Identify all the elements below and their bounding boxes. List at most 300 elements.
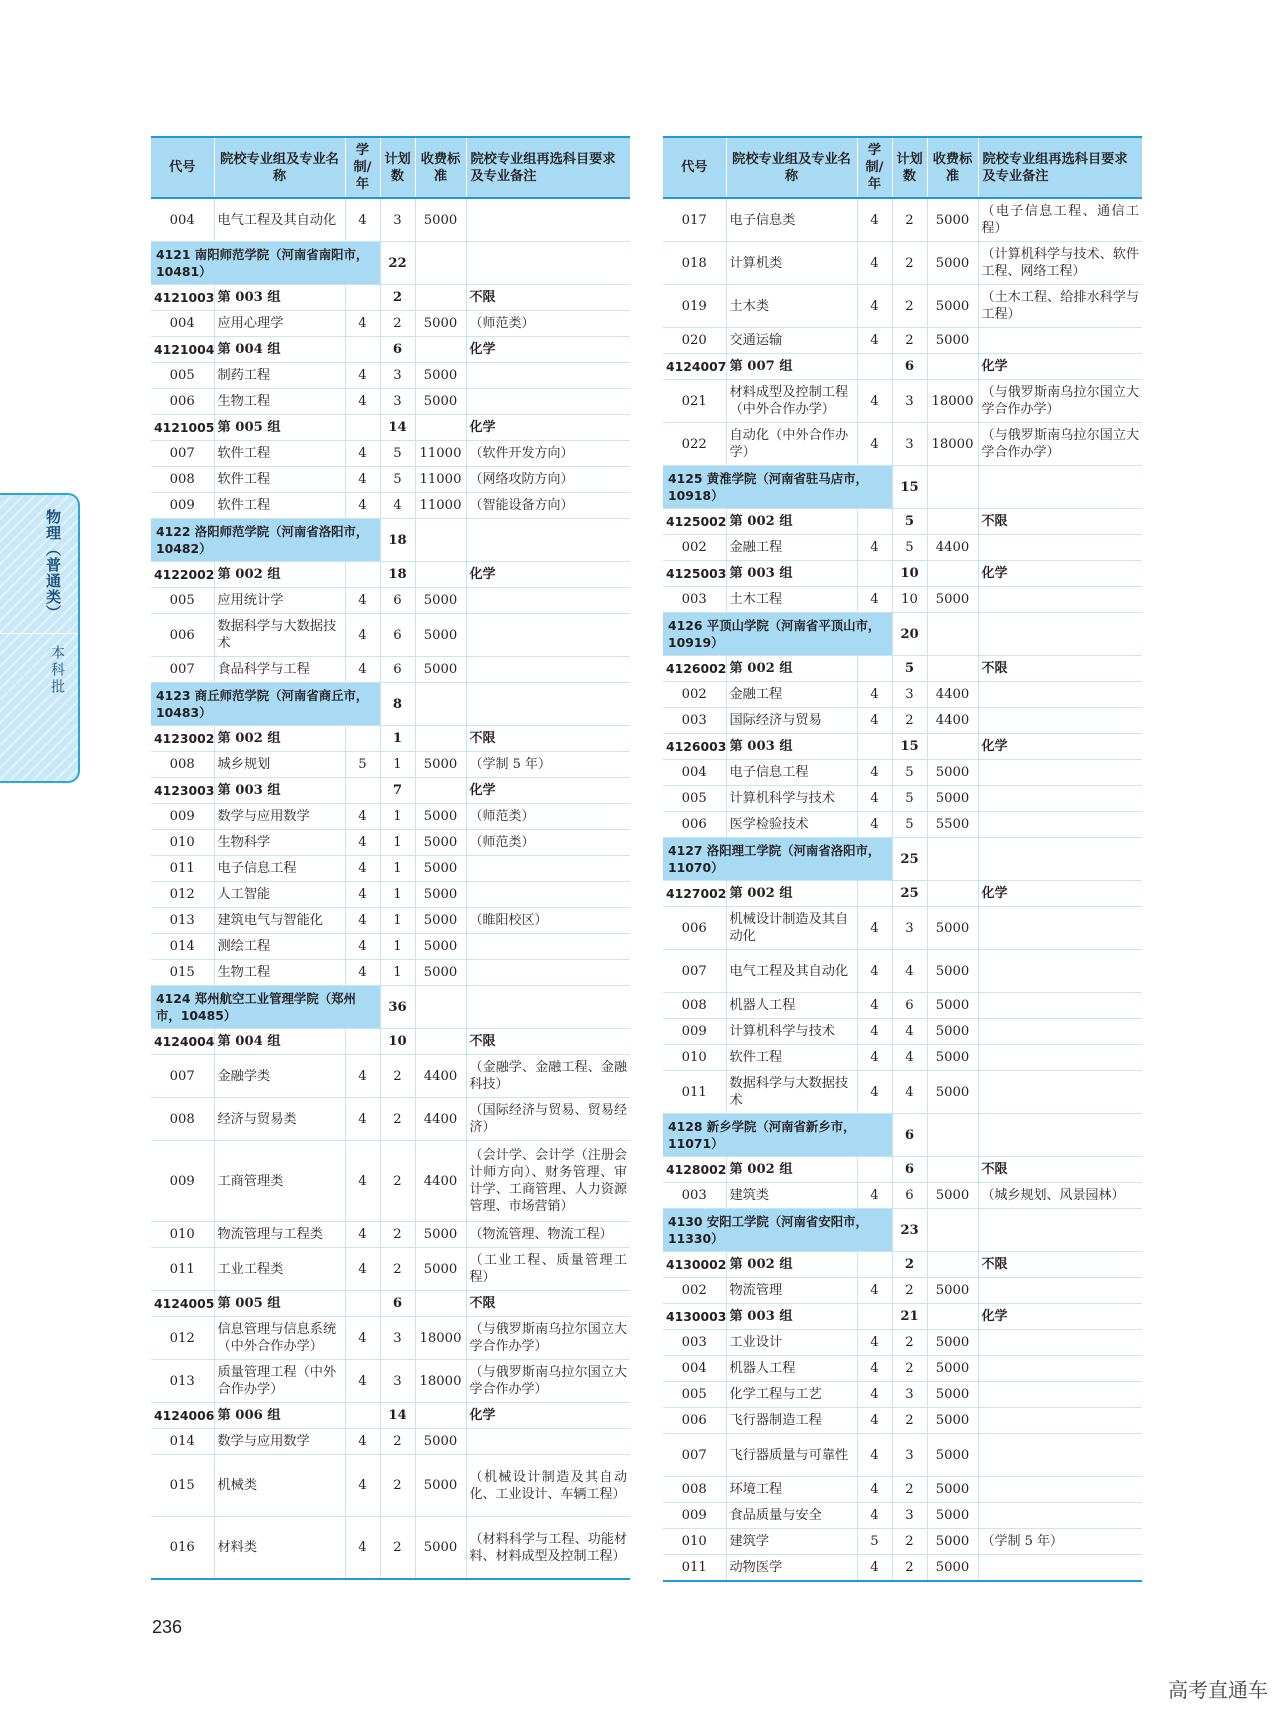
tuition-fee: 5000 — [415, 752, 466, 778]
major-note — [978, 708, 1142, 734]
major-row — [663, 1183, 1142, 1209]
major-note: （计算机科学与技术、软件工程、网络工程） — [978, 242, 1142, 285]
tuition-fee: 5000 — [415, 908, 466, 934]
major-name: 计算机科学与技术 — [726, 786, 857, 812]
admission-table-left — [151, 136, 630, 1580]
major-code: 015 — [151, 960, 214, 986]
group-name: 第 003 组 — [726, 561, 857, 587]
major-row — [663, 1330, 1142, 1356]
plan-count: 18 — [380, 519, 415, 562]
years-cell — [857, 354, 892, 380]
header-code: 代号 — [663, 137, 726, 198]
group-code: 4125002 — [663, 509, 726, 535]
major-note — [978, 1278, 1142, 1304]
plan-count: 2 — [380, 1429, 415, 1455]
tuition-fee: 4400 — [927, 708, 978, 734]
study-years: 4 — [345, 804, 380, 830]
study-years: 4 — [345, 389, 380, 415]
major-note: （与俄罗斯南乌拉尔国立大学合作办学） — [466, 1317, 630, 1360]
major-code: 013 — [151, 1360, 214, 1403]
study-years: 4 — [857, 760, 892, 786]
plan-count: 2 — [892, 242, 927, 285]
major-name: 国际经济与贸易 — [726, 708, 857, 734]
major-row — [663, 423, 1142, 466]
group-name: 第 005 组 — [214, 415, 345, 441]
subject-requirement: 化学 — [466, 415, 630, 441]
plan-count: 2 — [892, 1529, 927, 1555]
major-row — [151, 960, 630, 986]
header-code: 代号 — [151, 137, 214, 198]
major-name: 土木工程 — [726, 587, 857, 613]
tuition-fee: 5000 — [927, 993, 978, 1019]
years-cell — [857, 1157, 892, 1183]
study-years: 4 — [345, 1317, 380, 1360]
plan-count: 6 — [380, 1291, 415, 1317]
major-note — [978, 1382, 1142, 1408]
major-code: 008 — [663, 993, 726, 1019]
institution-name: 4127 洛阳理工学院（河南省洛阳市，11070） — [663, 838, 892, 881]
institution-row — [151, 519, 630, 562]
major-row — [151, 1055, 630, 1098]
major-note — [466, 960, 630, 986]
header-years: 学制/年 — [857, 137, 892, 198]
major-note: （会计学、会计学（注册会计师方向）、财务管理、审计学、工商管理、人力资源管理、市场营销） — [466, 1141, 630, 1222]
tuition-fee: 18000 — [927, 423, 978, 466]
years-cell — [857, 881, 892, 907]
major-name: 金融学类 — [214, 1055, 345, 1098]
major-code: 012 — [151, 882, 214, 908]
study-years: 4 — [857, 198, 892, 242]
major-note: （国际经济与贸易、贸易经济） — [466, 1098, 630, 1141]
study-years: 4 — [345, 1098, 380, 1141]
study-years: 4 — [345, 882, 380, 908]
major-note — [978, 786, 1142, 812]
fee-cell — [415, 562, 466, 588]
plan-count: 4 — [892, 950, 927, 993]
fee-cell — [415, 519, 466, 562]
major-note: （网络攻防方向） — [466, 467, 630, 493]
plan-count: 6 — [380, 337, 415, 363]
major-row — [663, 198, 1142, 242]
major-row — [663, 708, 1142, 734]
subject-requirement: 不限 — [978, 1252, 1142, 1278]
study-years: 4 — [857, 1382, 892, 1408]
group-name: 第 004 组 — [214, 1029, 345, 1055]
requirement-cell — [978, 1209, 1142, 1252]
plan-count: 2 — [892, 328, 927, 354]
tuition-fee: 5000 — [927, 950, 978, 993]
tuition-fee: 5000 — [415, 311, 466, 337]
major-code: 007 — [151, 657, 214, 683]
tuition-fee: 5000 — [415, 804, 466, 830]
tuition-fee: 5000 — [415, 856, 466, 882]
major-name: 建筑类 — [726, 1183, 857, 1209]
tuition-fee: 5000 — [415, 363, 466, 389]
plan-count: 3 — [380, 1360, 415, 1403]
major-note — [978, 328, 1142, 354]
major-code: 005 — [151, 363, 214, 389]
study-years: 4 — [857, 380, 892, 423]
major-code: 015 — [151, 1455, 214, 1517]
plan-count: 3 — [892, 907, 927, 950]
plan-count: 10 — [892, 561, 927, 587]
institution-row — [151, 683, 630, 726]
admission-table-right — [663, 136, 1142, 1582]
major-note — [466, 1429, 630, 1455]
tuition-fee: 5000 — [415, 1455, 466, 1517]
study-years: 4 — [857, 1503, 892, 1529]
fee-cell — [415, 285, 466, 311]
major-row — [663, 1555, 1142, 1582]
major-code: 006 — [663, 812, 726, 838]
tuition-fee: 4400 — [415, 1055, 466, 1098]
group-code: 4124006 — [151, 1403, 214, 1429]
major-note: （与俄罗斯南乌拉尔国立大学合作办学） — [466, 1360, 630, 1403]
major-code: 005 — [151, 588, 214, 614]
group-code: 4123002 — [151, 726, 214, 752]
major-row — [663, 1434, 1142, 1477]
major-code: 011 — [151, 1248, 214, 1291]
plan-count: 1 — [380, 934, 415, 960]
major-code: 019 — [663, 285, 726, 328]
study-years: 4 — [345, 1429, 380, 1455]
fee-cell — [927, 466, 978, 509]
plan-count: 1 — [380, 752, 415, 778]
study-years: 4 — [345, 1141, 380, 1222]
group-code: 4128002 — [663, 1157, 726, 1183]
major-note: （与俄罗斯南乌拉尔国立大学合作办学） — [978, 423, 1142, 466]
fee-cell — [415, 415, 466, 441]
major-name: 电子信息工程 — [726, 760, 857, 786]
subject-requirement: 化学 — [466, 1403, 630, 1429]
study-years: 4 — [345, 934, 380, 960]
major-name: 电气工程及其自动化 — [726, 950, 857, 993]
major-row — [151, 441, 630, 467]
fee-cell — [927, 734, 978, 760]
years-cell — [857, 561, 892, 587]
major-row — [663, 242, 1142, 285]
years-cell — [857, 656, 892, 682]
study-years: 4 — [857, 1278, 892, 1304]
major-code: 014 — [151, 1429, 214, 1455]
institution-name: 4128 新乡学院（河南省新乡市，11071） — [663, 1114, 892, 1157]
group-row — [663, 1157, 1142, 1183]
institution-row — [663, 466, 1142, 509]
group-row — [663, 354, 1142, 380]
study-years: 4 — [345, 908, 380, 934]
group-code: 4130003 — [663, 1304, 726, 1330]
major-note — [978, 682, 1142, 708]
plan-count: 5 — [892, 786, 927, 812]
tuition-fee: 5000 — [927, 1408, 978, 1434]
major-name: 工商管理类 — [214, 1141, 345, 1222]
study-years: 4 — [857, 535, 892, 561]
major-note — [978, 535, 1142, 561]
major-code: 013 — [151, 908, 214, 934]
tuition-fee: 4400 — [415, 1098, 466, 1141]
tuition-fee: 5000 — [927, 1356, 978, 1382]
group-name: 第 007 组 — [726, 354, 857, 380]
major-row — [151, 908, 630, 934]
major-note: （学制 5 年） — [978, 1529, 1142, 1555]
plan-count: 8 — [380, 683, 415, 726]
plan-count: 1 — [380, 830, 415, 856]
plan-count: 2 — [892, 1330, 927, 1356]
plan-count: 2 — [380, 1517, 415, 1580]
tuition-fee: 5000 — [415, 198, 466, 242]
tuition-fee: 5000 — [927, 1477, 978, 1503]
group-name: 第 006 组 — [214, 1403, 345, 1429]
plan-count: 4 — [892, 1045, 927, 1071]
study-years: 4 — [345, 1222, 380, 1248]
major-name: 软件工程 — [214, 441, 345, 467]
major-note — [978, 587, 1142, 613]
study-years: 4 — [857, 1045, 892, 1071]
major-code: 005 — [663, 1382, 726, 1408]
major-row — [151, 830, 630, 856]
plan-count: 3 — [892, 1434, 927, 1477]
study-years: 4 — [857, 587, 892, 613]
header-fee: 收费标准 — [415, 137, 466, 198]
major-name: 制药工程 — [214, 363, 345, 389]
major-row — [151, 493, 630, 519]
plan-count: 20 — [892, 613, 927, 656]
subject-requirement: 不限 — [978, 1157, 1142, 1183]
major-note — [978, 1071, 1142, 1114]
major-name: 数学与应用数学 — [214, 1429, 345, 1455]
institution-name: 4123 商丘师范学院（河南省商丘市，10483） — [151, 683, 380, 726]
plan-count: 2 — [892, 1356, 927, 1382]
major-row — [663, 1019, 1142, 1045]
group-row — [663, 881, 1142, 907]
study-years: 4 — [345, 830, 380, 856]
study-years: 4 — [857, 1071, 892, 1114]
major-name: 计算机科学与技术 — [726, 1019, 857, 1045]
plan-count: 23 — [892, 1209, 927, 1252]
tuition-fee: 5500 — [927, 812, 978, 838]
major-row — [151, 1222, 630, 1248]
study-years: 5 — [345, 752, 380, 778]
years-cell — [345, 1029, 380, 1055]
fee-cell — [927, 354, 978, 380]
major-code: 009 — [151, 1141, 214, 1222]
major-note — [978, 993, 1142, 1019]
plan-count: 15 — [892, 734, 927, 760]
major-name: 物流管理 — [726, 1278, 857, 1304]
major-note — [466, 856, 630, 882]
major-code: 003 — [663, 1183, 726, 1209]
study-years: 4 — [345, 198, 380, 242]
fee-cell — [415, 778, 466, 804]
major-row — [663, 682, 1142, 708]
major-name: 机器人工程 — [726, 993, 857, 1019]
subject-requirement: 不限 — [466, 1029, 630, 1055]
plan-count: 5 — [380, 441, 415, 467]
tuition-fee: 5000 — [927, 587, 978, 613]
major-name: 软件工程 — [214, 467, 345, 493]
major-code: 005 — [663, 786, 726, 812]
fee-cell — [927, 1157, 978, 1183]
requirement-cell — [978, 466, 1142, 509]
major-name: 城乡规划 — [214, 752, 345, 778]
study-years: 4 — [857, 1434, 892, 1477]
major-row — [151, 1429, 630, 1455]
major-note: （智能设备方向） — [466, 493, 630, 519]
major-name: 机器人工程 — [726, 1356, 857, 1382]
major-note — [978, 950, 1142, 993]
left-table-body — [151, 198, 630, 1579]
major-row — [151, 856, 630, 882]
group-row — [663, 734, 1142, 760]
institution-row — [663, 613, 1142, 656]
fee-cell — [927, 561, 978, 587]
major-name: 材料类 — [214, 1517, 345, 1580]
tuition-fee: 4400 — [927, 535, 978, 561]
tuition-fee: 11000 — [415, 493, 466, 519]
study-years: 4 — [857, 786, 892, 812]
major-code: 009 — [663, 1503, 726, 1529]
major-name: 建筑电气与智能化 — [214, 908, 345, 934]
tuition-fee: 5000 — [927, 1555, 978, 1582]
tuition-fee: 5000 — [415, 1517, 466, 1580]
plan-count: 1 — [380, 960, 415, 986]
major-code: 021 — [663, 380, 726, 423]
major-note: （学制 5 年） — [466, 752, 630, 778]
major-code: 017 — [663, 198, 726, 242]
plan-count: 21 — [892, 1304, 927, 1330]
major-code: 009 — [663, 1019, 726, 1045]
fee-cell — [927, 509, 978, 535]
group-row — [151, 285, 630, 311]
left-column — [151, 136, 630, 1580]
major-name: 生物工程 — [214, 960, 345, 986]
plan-count: 2 — [380, 1248, 415, 1291]
major-name: 信息管理与信息系统（中外合作办学） — [214, 1317, 345, 1360]
major-note — [978, 1477, 1142, 1503]
major-name: 机械类 — [214, 1455, 345, 1517]
tuition-fee: 5000 — [927, 1382, 978, 1408]
major-row — [151, 934, 630, 960]
study-years: 4 — [345, 363, 380, 389]
years-cell — [345, 337, 380, 363]
major-code: 011 — [663, 1071, 726, 1114]
requirement-cell — [466, 519, 630, 562]
major-note: （睢阳校区） — [466, 908, 630, 934]
major-note: （材料科学与工程、功能材料、材料成型及控制工程） — [466, 1517, 630, 1580]
group-row — [151, 562, 630, 588]
major-row — [151, 363, 630, 389]
group-code: 4121004 — [151, 337, 214, 363]
plan-count: 14 — [380, 415, 415, 441]
fee-cell — [927, 1252, 978, 1278]
group-name: 第 002 组 — [726, 656, 857, 682]
study-years: 4 — [857, 1408, 892, 1434]
plan-count: 5 — [892, 535, 927, 561]
major-name: 机械设计制造及其自动化 — [726, 907, 857, 950]
plan-count: 5 — [892, 509, 927, 535]
major-code: 014 — [151, 934, 214, 960]
major-note: （土木工程、给排水科学与工程） — [978, 285, 1142, 328]
tuition-fee: 5000 — [927, 242, 978, 285]
right-table-body — [663, 198, 1142, 1581]
right-column — [663, 136, 1142, 1582]
plan-count: 10 — [380, 1029, 415, 1055]
group-code: 4124004 — [151, 1029, 214, 1055]
header-name: 院校专业组及专业名称 — [214, 137, 345, 198]
plan-count: 6 — [892, 993, 927, 1019]
tuition-fee: 5000 — [415, 830, 466, 856]
group-code: 4122002 — [151, 562, 214, 588]
group-name: 第 003 组 — [214, 285, 345, 311]
major-row — [151, 752, 630, 778]
subject-requirement: 不限 — [978, 656, 1142, 682]
major-code: 007 — [663, 950, 726, 993]
major-name: 应用心理学 — [214, 311, 345, 337]
study-years: 4 — [857, 1183, 892, 1209]
group-name: 第 004 组 — [214, 337, 345, 363]
side-tab-divider — [0, 633, 78, 634]
years-cell — [857, 1304, 892, 1330]
major-note: （师范类） — [466, 830, 630, 856]
major-row — [663, 285, 1142, 328]
study-years: 4 — [857, 285, 892, 328]
major-code: 003 — [663, 708, 726, 734]
major-code: 010 — [663, 1529, 726, 1555]
major-row — [663, 380, 1142, 423]
group-name: 第 002 组 — [214, 562, 345, 588]
major-code: 004 — [663, 1356, 726, 1382]
tuition-fee: 5000 — [927, 1045, 978, 1071]
plan-count: 2 — [892, 1477, 927, 1503]
major-name: 材料成型及控制工程（中外合作办学） — [726, 380, 857, 423]
group-name: 第 002 组 — [726, 1157, 857, 1183]
major-row — [663, 1071, 1142, 1114]
plan-count: 2 — [380, 1141, 415, 1222]
tuition-fee: 11000 — [415, 467, 466, 493]
years-cell — [345, 415, 380, 441]
header-row — [663, 137, 1142, 198]
major-name: 软件工程 — [726, 1045, 857, 1071]
watermark: 高考直通车 — [1168, 1678, 1268, 1702]
major-code: 022 — [663, 423, 726, 466]
major-code: 008 — [151, 752, 214, 778]
tuition-fee: 5000 — [415, 1429, 466, 1455]
header-plan: 计划数 — [892, 137, 927, 198]
major-code: 002 — [663, 1278, 726, 1304]
major-note — [978, 1555, 1142, 1582]
major-note: （软件开发方向） — [466, 441, 630, 467]
group-code: 4126003 — [663, 734, 726, 760]
major-name: 金融工程 — [726, 682, 857, 708]
years-cell — [345, 1291, 380, 1317]
fee-cell — [927, 656, 978, 682]
group-row — [151, 415, 630, 441]
major-row — [151, 1098, 630, 1141]
fee-cell — [415, 986, 466, 1029]
major-code: 006 — [151, 389, 214, 415]
subject-requirement: 化学 — [978, 1304, 1142, 1330]
major-row — [663, 1382, 1142, 1408]
tuition-fee: 5000 — [927, 328, 978, 354]
major-name: 电气工程及其自动化 — [214, 198, 345, 242]
major-note — [978, 760, 1142, 786]
subject-requirement: 不限 — [466, 1291, 630, 1317]
plan-count: 25 — [892, 881, 927, 907]
fee-cell — [927, 1209, 978, 1252]
plan-count: 6 — [380, 614, 415, 657]
institution-row — [151, 986, 630, 1029]
header-name: 院校专业组及专业名称 — [726, 137, 857, 198]
